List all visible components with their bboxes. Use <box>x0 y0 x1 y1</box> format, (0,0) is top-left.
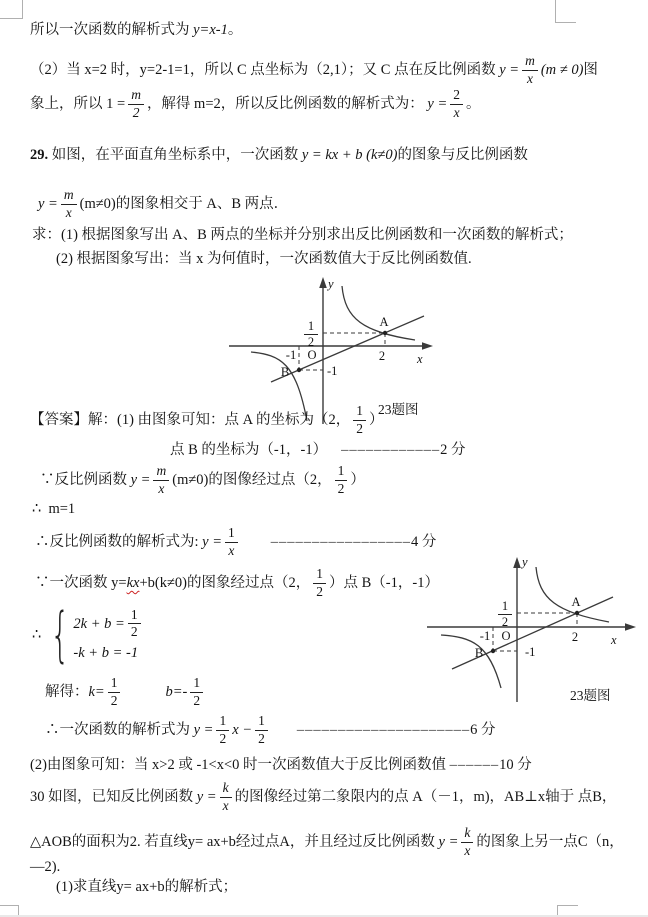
numerator: m <box>61 188 77 204</box>
text: 的图像经过第二象限内的点 A（－1，m)，AB⊥x轴于 点B， <box>234 788 617 805</box>
score: 2 分 <box>440 442 466 458</box>
formula: b=- <box>165 683 188 700</box>
hyperbola-branch-q1 <box>342 286 415 340</box>
formula: x − <box>232 721 253 738</box>
numerator: 1 <box>255 714 268 730</box>
margin-mark-top-left <box>0 0 23 19</box>
line-m-equals-1 <box>32 500 75 518</box>
denominator: x <box>526 70 533 86</box>
origin-label: O <box>501 629 511 643</box>
text: 图 <box>583 61 598 78</box>
text: ） <box>350 471 365 488</box>
text: ∵反比例函数 <box>40 471 131 488</box>
line-q30-area <box>30 820 624 864</box>
system-brace: { <box>50 599 70 670</box>
tick-neg1-y: -1 <box>327 364 338 378</box>
text: 如图，在平面直角坐标系中，一次函数 <box>48 147 302 163</box>
formula: y = <box>130 471 151 488</box>
fraction-half <box>128 608 141 639</box>
text: 的图象上另一点C（n， <box>476 833 624 850</box>
text: 所以一次函数的解析式为 <box>30 22 194 38</box>
point-b-label: B <box>474 646 484 660</box>
fraction-m-over-x <box>153 464 169 495</box>
tick-neg1-y: -1 <box>525 645 536 659</box>
graph-caption: 23题图 <box>570 688 611 703</box>
line-q29-inverse <box>38 184 288 224</box>
line-q29-ask2 <box>56 250 472 268</box>
numerator: 1 <box>353 404 366 420</box>
text: （2）当 x=2 时，y=2-1=1，所以 C 点坐标为（2,1）；又 C 点在反比例函数 <box>30 61 500 78</box>
point-a-dot <box>383 331 387 335</box>
y-axis-label: y <box>328 277 334 291</box>
tick-2: 2 <box>571 630 579 644</box>
fraction-m-over-2 <box>128 88 144 119</box>
text: 点 B 的坐标为（-1，-1） <box>170 442 328 458</box>
denominator: 2 <box>219 730 227 746</box>
point-a-label: A <box>571 595 581 609</box>
text: 求：(1) 根据图象写出 A、B 两点的坐标并分别求出反比例函数和一次函数的解析式； <box>32 227 573 243</box>
fraction-m-over-x <box>522 54 538 85</box>
text: ） <box>368 411 384 428</box>
point-a-label: A <box>379 315 389 329</box>
numerator: k <box>461 826 473 842</box>
text: 30 如图，已知反比例函数 <box>30 788 197 805</box>
line-linear-passes-points <box>35 563 439 603</box>
denominator: x <box>222 797 229 813</box>
denominator: 2 <box>258 730 265 746</box>
denominator: x <box>228 542 235 558</box>
formula: y = kx + b (k≠0) <box>301 147 398 163</box>
numerator: 1 <box>216 714 229 730</box>
line-answer-point-b <box>170 441 465 459</box>
x-axis-label: x <box>611 633 617 647</box>
text: 【答案】解：(1) 由图象可知：点 A 的坐标为（2， <box>30 411 351 428</box>
fraction-m-over-x <box>61 188 77 219</box>
line-part2-solve-m <box>30 84 481 124</box>
denominator: x <box>453 104 460 120</box>
text: (2)由图象可知：当 x>2 或 -1<x<0 时一次函数值大于反比例函数值 <box>30 757 450 773</box>
line-answer-part2 <box>30 756 532 774</box>
denominator: 2 <box>316 583 323 599</box>
denominator: 2 <box>132 104 140 120</box>
fraction-1-over-x <box>225 526 238 557</box>
line-inverse-passes-a <box>40 460 365 500</box>
text: ∴一次函数的解析式为 <box>45 721 194 738</box>
text: 的图象与反比例函数 <box>397 147 528 163</box>
formula: y = <box>196 788 217 805</box>
formula: -k + b = -1 <box>73 644 139 661</box>
graph-caption: 23题图 <box>378 402 419 417</box>
score-dashes: ––––––––––––––––––––– <box>296 721 471 738</box>
denominator: 2 <box>110 692 118 708</box>
x-axis-arrow <box>422 342 433 350</box>
denominator: 2 <box>130 624 138 640</box>
line-q30-neg2 <box>30 858 60 876</box>
text: 象上，所以 1 = <box>30 95 126 112</box>
numerator: 1 <box>225 526 238 542</box>
formula: y=x-1 <box>193 22 228 38</box>
half-denominator: 2 <box>501 615 509 629</box>
text: (2) 根据图象写出：当 x 为何值时，一次函数值大于反比例函数值. <box>56 251 472 267</box>
text: 解得： <box>45 683 89 700</box>
text: ）点 B（-1，-1） <box>328 574 439 591</box>
point-b-label: B <box>280 365 290 379</box>
text: ∵一次函数 y= <box>35 574 127 591</box>
margin-mark-top-right <box>555 0 576 23</box>
text: 。 <box>227 22 243 38</box>
text: (m≠0)的图像经过点（2， <box>172 471 332 488</box>
fraction-half <box>108 676 121 707</box>
line-q30-ask1 <box>56 878 237 896</box>
condition: (m ≠ 0) <box>540 61 584 78</box>
numerator: 1 <box>313 567 326 583</box>
y-axis-arrow <box>319 277 327 288</box>
score: 10 分 <box>499 757 532 773</box>
denominator: x <box>65 204 72 220</box>
formula: y = <box>38 195 58 212</box>
text: +b(k≠0)的图象经过点（2， <box>139 574 311 591</box>
y-axis-label: y <box>522 555 528 569</box>
spellcheck-underlined: kx <box>126 574 140 591</box>
fraction-half <box>353 404 366 435</box>
denominator: 2 <box>356 420 363 436</box>
line-answer-point-a <box>30 400 383 440</box>
denominator: 2 <box>193 692 201 708</box>
line-linear-result <box>30 21 242 39</box>
point-b-dot <box>297 368 301 372</box>
line-solved-kb <box>45 672 206 712</box>
numerator: k <box>220 781 232 797</box>
half-numerator: 1 <box>307 319 315 333</box>
text: (1)求直线y= ax+b的解析式； <box>56 879 238 895</box>
numerator: 1 <box>335 464 348 480</box>
fraction-half <box>335 464 348 495</box>
coordinate-graph-q23-bottom <box>425 552 648 702</box>
line-linear-result <box>45 710 495 750</box>
score: 4 分 <box>411 533 437 550</box>
tick-neg1-x: -1 <box>285 348 297 362</box>
fraction-half <box>255 714 268 745</box>
text: ∴反比例函数的解析式为: <box>35 533 203 550</box>
system-equations <box>73 608 143 661</box>
therefore-symbol: ∴ <box>32 626 42 643</box>
fraction-half <box>216 714 229 745</box>
hyperbola-branch-q3 <box>441 635 501 688</box>
formula: k= <box>88 683 105 700</box>
fraction-half <box>190 676 203 707</box>
line-q29-intro <box>30 146 528 164</box>
formula: y = <box>438 833 459 850</box>
equation-2 <box>73 644 143 662</box>
half-denominator: 2 <box>307 335 315 349</box>
numerator: m <box>153 464 169 480</box>
fraction-k-over-x <box>220 781 232 812</box>
formula: 2k + b = <box>73 615 125 632</box>
text: 。 <box>466 95 481 112</box>
numerator: m <box>522 54 538 70</box>
line-q29-ask1 <box>32 226 573 244</box>
equation-system <box>32 598 144 672</box>
point-a-dot <box>575 611 579 615</box>
origin-label: O <box>307 348 317 362</box>
score: 6 分 <box>470 721 496 738</box>
denominator: x <box>158 480 165 496</box>
half-numerator: 1 <box>501 599 509 613</box>
score-dashes: –––––––––––– <box>341 442 441 458</box>
formula: y = <box>427 95 448 112</box>
formula: y = <box>202 533 223 550</box>
text: △AOB的面积为2. 若直线y= ax+b经过点A，并且经过反比例函数 <box>30 833 439 850</box>
numerator: 1 <box>108 676 121 692</box>
formula: y = <box>193 721 214 738</box>
numerator: 1 <box>128 608 141 624</box>
fraction-2-over-x <box>450 88 463 119</box>
fraction-k-over-x <box>461 826 473 857</box>
text: —2). <box>30 859 61 875</box>
x-axis-arrow <box>625 623 636 631</box>
point-b-dot <box>491 649 495 653</box>
numerator: 1 <box>190 676 203 692</box>
formula: y = <box>499 61 520 78</box>
score-dashes: –––––– <box>449 757 500 773</box>
text: ，解得 m=2，所以反比例函数的解析式为： <box>146 95 428 112</box>
question-number: 29. <box>30 147 49 163</box>
text: ∴ m=1 <box>32 501 76 517</box>
tick-neg1-x: -1 <box>479 629 491 643</box>
line-inverse-result <box>35 522 436 562</box>
denominator: x <box>464 842 471 858</box>
tick-2: 2 <box>378 349 386 363</box>
numerator: 2 <box>450 88 463 104</box>
text: (m≠0)的图象相交于 A、B 两点． <box>79 195 289 212</box>
y-axis-arrow <box>513 557 521 568</box>
fraction-half <box>313 567 326 598</box>
line-q30-intro <box>30 776 616 818</box>
score-dashes: ––––––––––––––––– <box>270 533 412 550</box>
denominator: 2 <box>337 480 345 496</box>
x-axis-label: x <box>417 352 423 366</box>
equation-1 <box>73 608 143 639</box>
numerator: m <box>128 88 144 104</box>
